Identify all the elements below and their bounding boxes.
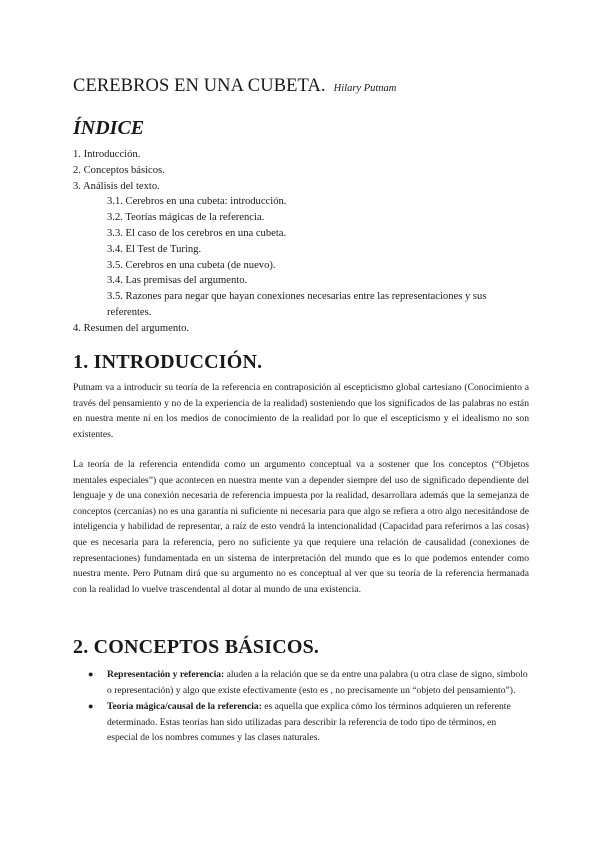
intro-paragraph-1: Putnam va a introducir su teoría de la referencia en contraposición al escepticismo global cartesiano (Conocimiento a través del pensamiento y no de la experiencia de la realidad) sosteniendo que los significados de las palabras no están en nuestra mente ni en los medios de conocimiento de la realidad por lo que el escepticismo y el idealismo no son existentes. (73, 382, 529, 440)
term-definition: es aquella que explica cómo los términos adquieren un referente determinado. Estas teorías han sido utilizadas para describir la referencia de todo tipo de términos, en especial de los nombres comunes y las clases naturales. (107, 701, 511, 744)
toc-item: 3. Análisis del texto. (73, 180, 160, 192)
bullet-icon: ● (88, 669, 94, 679)
section-heading-introduccion: 1. INTRODUCCIÓN. (73, 351, 263, 373)
toc-subitem: 3.5. Razones para negar que hayan conexiones necesarias entre las representaciones y sus referentes. (107, 291, 487, 318)
document-title: CEREBROS EN UNA CUBETA. (73, 76, 326, 96)
toc-item: 1. Introducción. (73, 149, 141, 160)
term-definition: aluden a la relación que se da entre una palabra (u otra clase de signo, símbolo o representación) y algo que existe efectivamente (esto es , no precisamente un “objeto del pensamiento”). (107, 669, 528, 696)
table-of-contents (73, 147, 529, 337)
section-heading-conceptos: 2. CONCEPTOS BÁSICOS. (73, 636, 320, 658)
concepts-list (73, 667, 529, 747)
list-item (73, 699, 529, 746)
toc-subitem: 3.5. Cerebros en una cubeta (de nuevo). (107, 259, 276, 271)
title-line (73, 76, 396, 97)
toc-subitem: 3.3. El caso de los cerebros en una cubeta. (107, 227, 287, 239)
term-label: Representación y referencia: (107, 669, 225, 680)
toc-subitem: 3.1. Cerebros en una cubeta: introducción. (107, 196, 287, 208)
term-label: Teoría mágica/causal de la referencia: (107, 701, 262, 713)
toc-item: 4. Resumen del argumento. (73, 322, 190, 334)
toc-item: 2. Conceptos básicos. (73, 164, 165, 176)
list-item (73, 667, 529, 698)
bullet-icon: ● (88, 701, 94, 712)
toc-subitem: 3.4. El Test de Turing. (107, 243, 202, 255)
toc-subitem: 3.4. Las premisas del argumento. (107, 275, 248, 287)
toc-subitem: 3.2. Teorías mágicas de la referencia. (107, 212, 265, 224)
index-heading: ÍNDICE (73, 117, 145, 139)
document-author: Hilary Putnam (333, 83, 397, 94)
intro-paragraph-2: La teoría de la referencia entendida como un argumento conceptual va a sostener que los conceptos (“Objetos mentales especiales”) que acontecen en nuestra mente van a depender siempre del uso de significado dependiente del lenguaje y de una conexión necesaria de referencia impuesta por la realidad, desarrollara además que la semejanza de conceptos (cercanías) no es una garantía ni suficiente ni necesaria para que algo se refiera a otro algo necesitándose de inteligencia y habilidad de representar, a raíz de esto vendrá la intencionalidad (Capacidad para referirnos a las cosas) que es necesaria para la referencia, pero no suficiente ya que requiere una relación de causalidad (conexiones de representaciones) fundamentada en un sistema de interpretación del mundo que es lo que podemos entender como nuestra mente. Pero Putnam dirá que su argumento no es conceptual al ver que su teoría de la referencia hermanada con la realidad lo vuelve trascendental al dotar al mundo de una existencia. (73, 459, 529, 595)
